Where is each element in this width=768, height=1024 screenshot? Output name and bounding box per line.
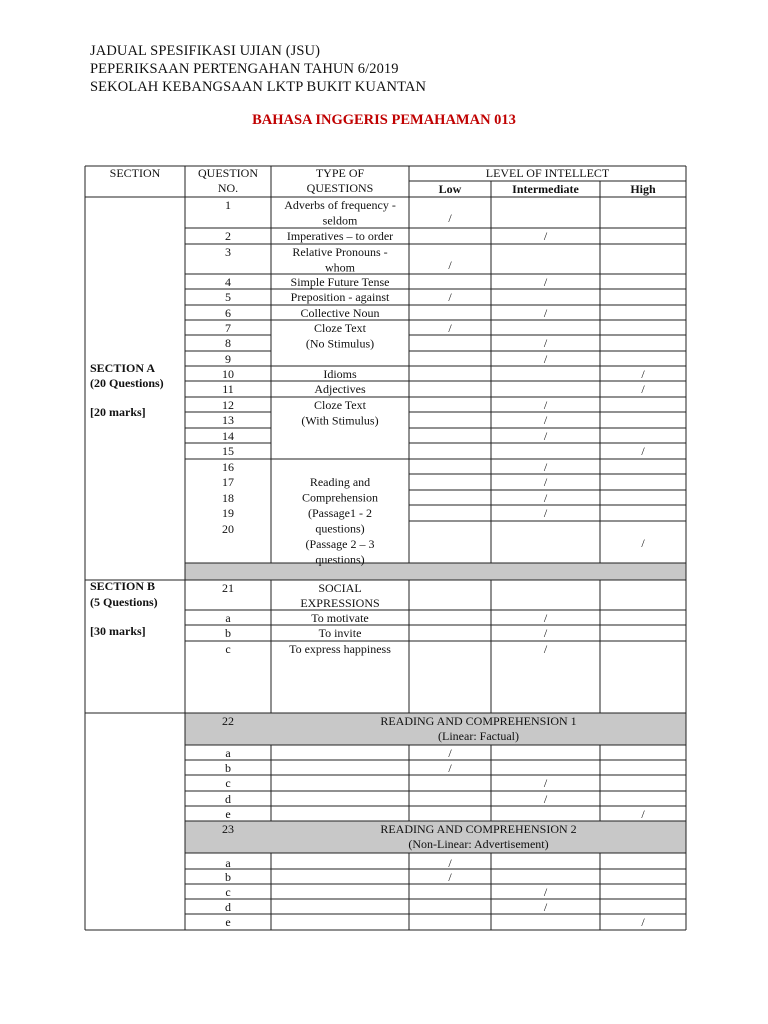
level-tick: / (543, 885, 548, 899)
question-number: 20 (222, 522, 234, 536)
level-tick: / (641, 367, 645, 381)
question-part: d (225, 792, 231, 806)
question-number: 16 (222, 460, 234, 474)
level-tick: / (543, 611, 548, 625)
level-tick: / (543, 642, 548, 656)
question-type: seldom (322, 213, 358, 228)
question-type: (Passage1 - 2 (308, 506, 372, 520)
level-low-header: Low (438, 182, 462, 196)
question-type: Imperatives – to order (286, 229, 394, 243)
separator-band (185, 563, 686, 580)
question-number: 4 (225, 275, 231, 289)
question-number: 17 (222, 475, 234, 489)
question-type: To motivate (311, 611, 369, 625)
question-part: e (225, 807, 231, 821)
question-part: b (225, 626, 231, 640)
question-number: 5 (225, 290, 231, 304)
question-part: b (225, 761, 231, 775)
question-part: c (225, 642, 231, 656)
level-tick: / (543, 491, 548, 505)
question-type: Adjectives (314, 382, 366, 396)
q22-subtitle: (Linear: Factual) (438, 729, 519, 743)
question-part: c (225, 885, 231, 899)
question-number: 9 (225, 352, 231, 366)
question-type: Comprehension (302, 490, 378, 505)
question-number: 6 (225, 306, 231, 320)
question-part: b (225, 870, 231, 884)
level-tick: / (543, 352, 548, 366)
level-tick: / (448, 211, 452, 225)
question-number: 1 (225, 198, 231, 212)
question-type: To express happiness (289, 642, 391, 656)
q22-title: READING AND COMPREHENSION 1 (380, 714, 577, 728)
level-tick: / (543, 413, 548, 427)
level-tick: / (448, 870, 452, 884)
type-header: QUESTIONS (306, 181, 374, 195)
level-tick: / (543, 475, 548, 489)
section-header: SECTION (109, 166, 161, 180)
question-part: c (225, 776, 231, 790)
question-number: 12 (222, 398, 234, 412)
level-tick: / (543, 306, 548, 320)
question-type: (With Stimulus) (301, 413, 379, 428)
question-number: 15 (222, 444, 234, 458)
question-number: 23 (222, 822, 234, 836)
question-number: 14 (222, 429, 234, 443)
level-tick: / (543, 460, 548, 474)
question-type: Relative Pronouns - (292, 245, 388, 259)
subject-title: BAHASA INGGERIS PEMAHAMAN 013 (252, 112, 516, 128)
question-number: 7 (225, 321, 231, 335)
question-type: whom (325, 260, 355, 275)
document-title: JADUAL SPESIFIKASI UJIAN (JSU) (90, 43, 321, 59)
q23-title: READING AND COMPREHENSION 2 (380, 822, 577, 836)
question-number: 2 (225, 229, 231, 243)
section-a-title: SECTION A (90, 361, 156, 375)
level-tick: / (543, 229, 548, 243)
section-b-questions: (5 Questions) (90, 595, 158, 609)
level-tick: / (543, 792, 548, 806)
level-tick: / (641, 382, 645, 396)
section-a-questions: (20 Questions) (90, 376, 164, 390)
question-part: a (225, 611, 231, 625)
question-type: questions) (315, 521, 365, 536)
question-number: 13 (222, 413, 234, 427)
question-part: a (225, 746, 231, 760)
question-header: NO. (217, 181, 239, 195)
level-tick: / (641, 536, 645, 550)
question-number: 19 (222, 506, 234, 520)
level-tick: / (448, 856, 452, 870)
exam-name: PEPERIKSAAN PERTENGAHAN TAHUN 6/2019 (90, 61, 399, 77)
question-type: SOCIAL (318, 581, 362, 595)
level-tick: / (448, 746, 452, 760)
question-part: a (225, 856, 231, 870)
section-b-title: SECTION B (90, 579, 156, 593)
level-tick: / (641, 444, 645, 458)
section-a-marks: [20 marks] (90, 405, 146, 419)
question-header: QUESTION (198, 166, 258, 180)
question-type: Collective Noun (300, 306, 380, 320)
level-tick: / (543, 776, 548, 790)
q23-subtitle: (Non-Linear: Advertisement) (408, 837, 549, 851)
question-number: 10 (222, 367, 234, 381)
level-tick: / (543, 275, 548, 289)
level-tick: / (543, 506, 548, 520)
level-tick: / (543, 900, 548, 914)
question-number: 11 (222, 382, 234, 396)
question-type: (No Stimulus) (305, 336, 375, 351)
level-intermediate-header: Intermediate (512, 182, 579, 196)
question-number: 18 (222, 491, 234, 505)
level-tick: / (448, 290, 452, 304)
level-tick: / (641, 807, 645, 821)
question-type: Adverbs of frequency - (284, 198, 396, 212)
level-tick: / (448, 321, 452, 335)
type-header: TYPE OF (315, 166, 365, 180)
question-number: 22 (222, 714, 234, 728)
level-tick: / (448, 761, 452, 775)
school-name: SEKOLAH KEBANGSAAN LKTP BUKIT KUANTAN (90, 79, 427, 95)
question-type: EXPRESSIONS (300, 596, 380, 610)
question-number: 21 (222, 581, 234, 595)
question-type: Cloze Text (314, 321, 366, 335)
level-header: LEVEL OF INTELLECT (485, 166, 610, 180)
level-tick: / (543, 429, 548, 443)
question-type: Reading and (309, 475, 371, 489)
level-tick: / (543, 398, 548, 412)
level-high-header: High (630, 182, 656, 196)
question-type: questions) (315, 552, 365, 567)
question-type: To invite (318, 626, 362, 640)
question-part: e (225, 915, 231, 929)
level-tick: / (543, 626, 548, 640)
question-part: d (225, 900, 231, 914)
question-type: Idioms (323, 367, 357, 381)
question-number: 3 (225, 245, 231, 259)
level-tick: / (448, 258, 452, 272)
section-b-marks: [30 marks] (90, 624, 146, 638)
question-type: Simple Future Tense (290, 275, 390, 289)
question-number: 8 (225, 336, 231, 350)
level-tick: / (543, 336, 548, 350)
question-type: Preposition - against (290, 290, 390, 304)
question-type: (Passage 2 – 3 (305, 537, 375, 551)
question-type: Cloze Text (314, 398, 366, 412)
level-tick: / (641, 915, 645, 929)
